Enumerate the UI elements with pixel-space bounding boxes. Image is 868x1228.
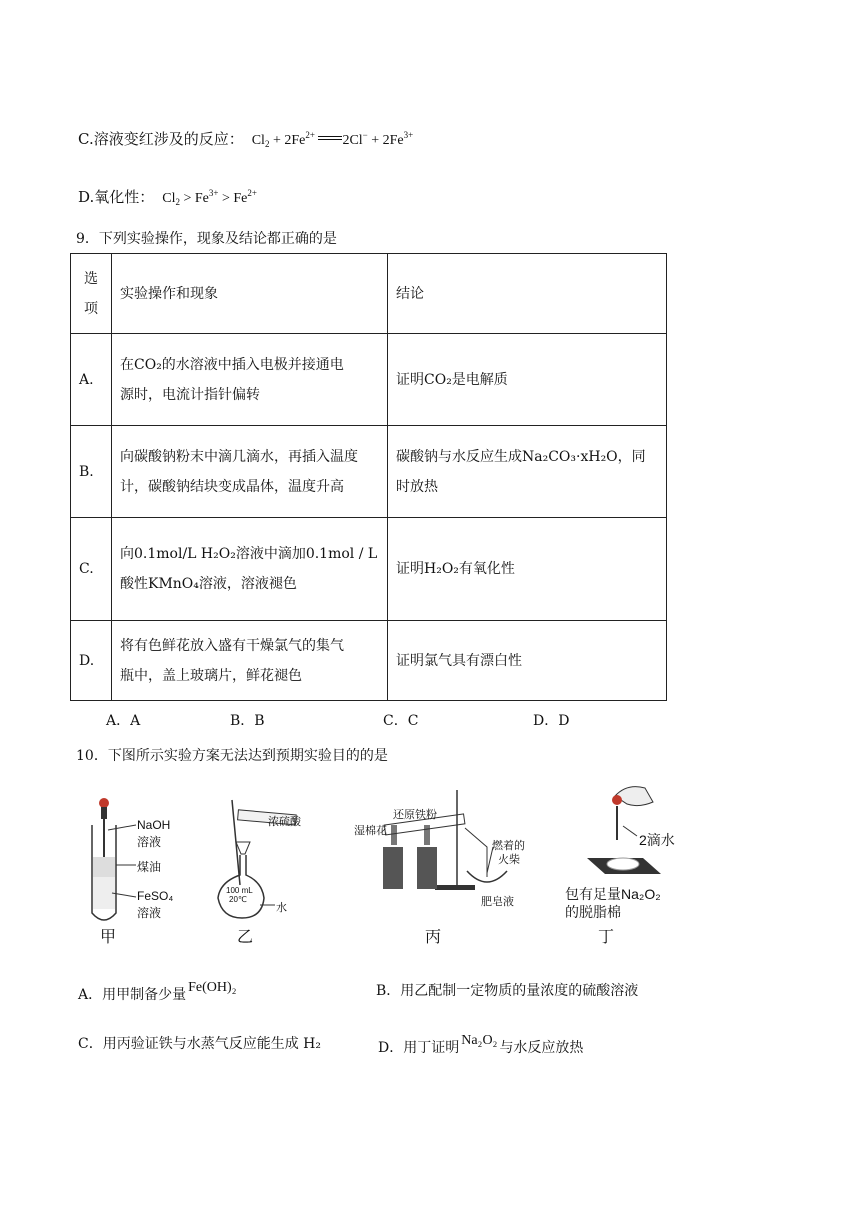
table-row [71,518,667,621]
figure-jia [62,785,192,925]
ding-caption2: 的脱脂棉 [565,904,621,920]
row-label: A. [71,334,112,426]
jia-solution2: 溶液 [137,906,162,920]
dropper-bulb-icon [99,798,109,808]
q9-table [70,253,667,701]
table-row [71,334,667,426]
row-label: B. [71,426,112,518]
figure-yi [200,790,310,925]
bing-soap: 肥皂液 [481,896,514,908]
bing-flame2: 火柴 [498,854,520,866]
delivery-tube-icon [465,828,487,877]
burner-block-icon [383,847,403,889]
row-label: D. [71,621,112,701]
stand-base-icon [435,885,475,890]
yi-flask-volume: 100 mL [226,886,253,895]
q10-option-c[interactable]: C．用丙验证铁与水蒸气反应能生成 H₂ [78,1036,321,1052]
fig-label-bing: 丙 [425,927,442,946]
yi-water: 水 [276,902,287,914]
q9-option-b[interactable]: B．B [230,713,265,729]
kerosene-layer-icon [93,857,115,877]
bing-cotton: 湿棉花 [354,825,387,837]
header-option: 选 项 [71,254,112,334]
q8-option-c-text: C.溶液变红涉及的反应： [78,130,244,148]
header-conclusion: 结论 [388,254,667,334]
bing-flame1: 燃着的 [492,840,525,852]
jia-feso4: FeSO₄ [137,889,174,903]
label-line-icon [108,825,136,830]
row-operation: 在CO₂的水溶液中插入电极并接通电 源时，电流计指针偏转 [112,334,388,426]
q9-option-c[interactable]: C．C [383,713,419,729]
q10-option-b[interactable]: B．用乙配制一定物质的量浓度的硫酸溶液 [376,983,639,999]
fig-label-yi: 乙 [237,927,254,946]
burner-icon [424,825,430,845]
figure-ding [565,778,675,878]
dropper-neck-icon [101,807,107,819]
burner-block-icon [417,847,437,889]
solution-layer-icon [93,877,115,909]
header-operation: 实验操作和现象 [112,254,388,334]
q9-option-d[interactable]: D．D [533,713,570,729]
row-conclusion: 碳酸钠与水反应生成Na₂CO₃·xH₂O，同 时放热 [388,426,667,518]
q10-option-d[interactable]: D．用丁证明 Na₂O₂ 与水反应放热 [378,1033,584,1056]
row-conclusion: 证明H₂O₂有氧化性 [388,518,667,621]
table-header-row [71,254,667,334]
row-operation: 向碳酸钠粉末中滴几滴水，再插入温度 计，碳酸钠结块变成晶体，温度升高 [112,426,388,518]
q9-option-a[interactable]: A．A [106,713,141,729]
row-operation: 将有色鲜花放入盛有干燥氯气的集气 瓶中，盖上玻璃片，鲜花褪色 [112,621,388,701]
q8-option-c-equation: $Cl_2 + 2Fe^{2+}$ $2Cl^- + 2Fe^{3+}$ [251,130,414,149]
q10-option-a[interactable]: A．用甲制备少量 Fe(OH)₂ [78,980,237,1003]
yi-flask-temp: 20℃ [229,895,247,904]
label-line-icon [623,826,637,836]
q10-option-a-formula: Fe(OH)₂ [188,980,237,995]
bing-iron: 还原铁粉 [393,809,437,821]
table-row [71,426,667,518]
yi-acid: 浓硫酸 [268,816,301,828]
ding-caption1: 包有足量Na₂O₂ [565,886,661,902]
dropper-bulb-icon [612,795,622,805]
q8-option-d-text: D.氧化性： [78,188,155,206]
q10-option-d-formula: Na₂O₂ [461,1033,498,1048]
row-operation: 向0.1mol/L H₂O₂溶液中滴加0.1mol / L 酸性KMnO₄溶液，溶液褪色 [112,518,388,621]
fig-label-jia: 甲 [100,927,117,946]
row-conclusion: 证明氯气具有漂白性 [388,621,667,701]
q9-stem: 9．下列实验操作，现象及结论都正确的是 [76,231,337,247]
jia-kerosene: 煤油 [137,860,162,874]
cotton-icon [607,858,639,870]
q8-option-d [78,186,257,207]
q10-stem: 10．下图所示实验方案无法达到预期实验目的的是 [76,748,388,764]
q8-option-d-inequality: $Cl_2 > Fe^{3+} > Fe^{2+}$ [162,188,257,207]
ding-drops: 2滴水 [639,832,675,848]
row-label: C. [71,518,112,621]
q8-option-c [78,128,413,149]
row-conclusion: 证明CO₂是电解质 [388,334,667,426]
funnel-icon [236,842,250,854]
fig-label-ding: 丁 [598,927,615,946]
table-row [71,621,667,701]
burner-icon [391,825,397,845]
jia-solution1: 溶液 [137,835,162,849]
jia-naoh: NaOH [137,818,171,832]
